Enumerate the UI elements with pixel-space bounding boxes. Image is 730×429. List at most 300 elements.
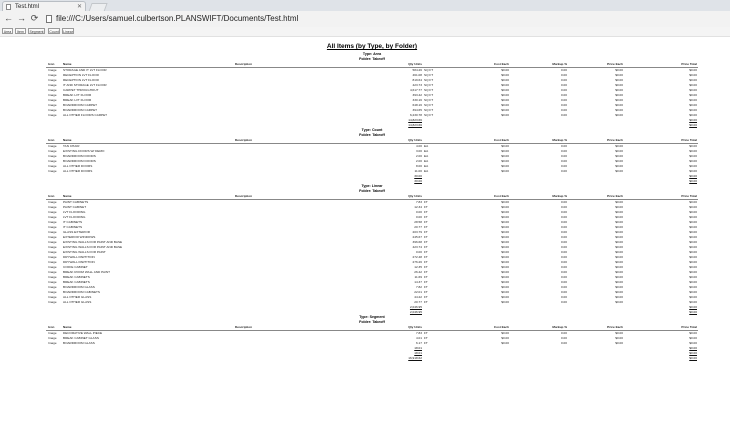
row-markup: 0.00	[560, 245, 567, 249]
row-price-each: $0.00	[615, 255, 623, 259]
row-unit: FT	[424, 205, 428, 209]
type-heading: Type: Segment	[359, 315, 385, 319]
row-price-total: $0.00	[689, 280, 697, 284]
row-cost-each: $0.00	[501, 285, 509, 289]
row-name: DRYWALL PARTITION	[63, 255, 95, 259]
row-qty: 6,230.78	[409, 113, 422, 117]
row-name: LVT FLOORING	[63, 210, 86, 214]
column-header-qty-units: Qty Units	[408, 325, 422, 329]
row-markup: 0.00	[560, 200, 567, 204]
row-icon: Image	[48, 73, 57, 77]
row-markup: 0.00	[560, 250, 567, 254]
row-cost-each: $0.00	[501, 169, 509, 173]
row-cost-each: $0.00	[501, 295, 509, 299]
row-cost-each: $0.00	[501, 290, 509, 294]
row-price-total: $0.00	[689, 300, 697, 304]
row-unit: EA	[424, 169, 429, 173]
row-price-each: $0.00	[615, 265, 623, 269]
row-price-each: $0.00	[615, 225, 623, 229]
row-qty: 26.42	[414, 270, 422, 274]
row-price-each: $0.00	[615, 93, 623, 97]
row-qty: 11.00	[414, 169, 422, 173]
row-unit: FT	[424, 240, 428, 244]
type-total-price: $0.00	[689, 123, 697, 127]
column-header-description: Description	[235, 325, 253, 329]
row-unit: EA	[424, 154, 429, 158]
row-icon: Image	[48, 113, 57, 117]
row-price-total: $0.00	[689, 73, 697, 77]
forward-arrow-icon[interactable]: →	[17, 13, 26, 23]
row-icon: Image	[48, 215, 57, 219]
row-markup: 0.00	[560, 295, 567, 299]
folder-heading: Folder: Takeoff	[359, 189, 385, 193]
column-header-description: Description	[235, 138, 253, 142]
row-markup: 0.00	[560, 290, 567, 294]
row-price-each: $0.00	[615, 260, 623, 264]
row-icon: Image	[48, 250, 57, 254]
column-header-markup: Markup %	[552, 325, 567, 329]
row-price-each: $0.00	[615, 235, 623, 239]
row-name: PAINT CABINET	[63, 205, 87, 209]
grand-total-qty: 16,918.62	[408, 356, 422, 360]
row-markup: 0.00	[560, 169, 567, 173]
row-cost-each: $0.00	[501, 108, 509, 112]
row-icon: Image	[48, 341, 57, 345]
row-unit: FT	[424, 250, 428, 254]
row-name: BOARDROOM CABINETS	[63, 290, 100, 294]
row-price-each: $0.00	[615, 78, 623, 82]
row-markup: 0.00	[560, 341, 567, 345]
row-markup: 0.00	[560, 83, 567, 87]
row-markup: 0.00	[560, 98, 567, 102]
row-unit: SQ FT	[424, 73, 434, 77]
url-field[interactable]: file:///C:/Users/samuel.culbertson.PLANSWIFT/Documents/Test.html	[56, 14, 299, 23]
row-cost-each: $0.00	[501, 220, 509, 224]
subtotal-price: $0.00	[689, 174, 697, 178]
row-price-total: $0.00	[689, 341, 697, 345]
row-qty: 461.08	[412, 73, 422, 77]
report-section	[46, 184, 698, 315]
row-markup: 0.00	[560, 149, 567, 153]
bookmark-linear[interactable]: Linear	[63, 30, 73, 34]
row-cost-each: $0.00	[501, 200, 509, 204]
row-unit: FT	[424, 270, 428, 274]
report	[46, 42, 698, 361]
row-markup: 0.00	[560, 73, 567, 77]
row-cost-each: $0.00	[501, 98, 509, 102]
column-header-price-total: Price Total	[681, 62, 697, 66]
row-qty: 20.77	[414, 225, 422, 229]
row-price-total: $0.00	[689, 149, 697, 153]
row-name: CARPET THROUGHOUT	[63, 88, 99, 92]
row-cost-each: $0.00	[501, 210, 509, 214]
row-name: PAINT CABINETS	[63, 200, 89, 204]
row-icon: Image	[48, 285, 57, 289]
row-qty: 272.48	[412, 255, 422, 259]
folder-heading: Folder: Takeoff	[359, 320, 385, 324]
row-name: LVT FLOORING	[63, 215, 86, 219]
column-header-description: Description	[235, 62, 253, 66]
row-unit: FT	[424, 255, 428, 259]
row-markup: 0.00	[560, 225, 567, 229]
row-unit: FT	[424, 220, 428, 224]
row-price-total: $0.00	[689, 78, 697, 82]
row-icon: Image	[48, 159, 57, 163]
row-price-total: $0.00	[689, 265, 697, 269]
row-price-total: $0.00	[689, 154, 697, 158]
row-qty: 0.00	[415, 210, 422, 214]
row-name: TAN CHAIR	[63, 144, 80, 148]
row-icon: Image	[48, 164, 57, 168]
row-qty: 276.26	[412, 260, 422, 264]
row-name: EXISTING WALLS FOR PAINT AND BASE	[63, 245, 123, 249]
row-name: BOARDROOM DOORS	[63, 159, 96, 163]
row-qty: 6.17	[415, 341, 422, 345]
row-markup: 0.00	[560, 159, 567, 163]
row-markup: 0.00	[560, 240, 567, 244]
row-name: BREAK CABINETS	[63, 275, 90, 279]
subtotal-price: $0.00	[689, 346, 697, 350]
row-qty: 11.69	[414, 275, 422, 279]
row-price-each: $0.00	[615, 144, 623, 148]
row-cost-each: $0.00	[501, 205, 509, 209]
row-name: ALL OTHER GLASS	[63, 295, 92, 299]
row-icon: Image	[48, 149, 57, 153]
row-price-each: $0.00	[615, 250, 623, 254]
row-qty: 7.83	[415, 331, 422, 335]
row-icon: Image	[48, 275, 57, 279]
type-heading: Type: Count	[361, 128, 383, 132]
row-qty: 4.00	[415, 144, 422, 148]
row-cost-each: $0.00	[501, 93, 509, 97]
row-markup: 0.00	[560, 103, 567, 107]
row-qty: 8.00	[415, 164, 422, 168]
row-price-each: $0.00	[615, 83, 623, 87]
type-total-qty: 18.01	[414, 351, 422, 355]
row-price-each: $0.00	[615, 108, 623, 112]
row-price-total: $0.00	[689, 255, 697, 259]
row-cost-each: $0.00	[501, 300, 509, 304]
row-price-total: $0.00	[689, 235, 697, 239]
column-header-markup: Markup %	[552, 194, 567, 198]
row-price-total: $0.00	[689, 336, 697, 340]
row-name: BREAK LVT FLOOR	[63, 93, 92, 97]
row-price-total: $0.00	[689, 93, 697, 97]
address-bar-row	[0, 11, 730, 28]
row-qty: 330.16	[412, 98, 422, 102]
type-total-price: $0.00	[689, 179, 697, 183]
report-section	[46, 52, 698, 128]
row-price-total: $0.00	[689, 275, 697, 279]
row-icon: Image	[48, 290, 57, 294]
row-icon: Image	[48, 265, 57, 269]
row-price-total: $0.00	[689, 230, 697, 234]
row-markup: 0.00	[560, 88, 567, 92]
row-cost-each: $0.00	[501, 78, 509, 82]
row-cost-each: $0.00	[501, 88, 509, 92]
row-icon: Image	[48, 108, 57, 112]
row-price-each: $0.00	[615, 295, 623, 299]
row-unit: FT	[424, 235, 428, 239]
row-price-each: $0.00	[615, 154, 623, 158]
row-cost-each: $0.00	[501, 240, 509, 244]
column-header-price-each: Price Each	[607, 194, 623, 198]
row-price-total: $0.00	[689, 240, 697, 244]
tab-strip	[0, 0, 730, 11]
row-unit: FT	[424, 290, 428, 294]
row-cost-each: $0.00	[501, 154, 509, 158]
row-price-total: $0.00	[689, 108, 697, 112]
row-price-total: $0.00	[689, 215, 697, 219]
row-price-each: $0.00	[615, 149, 623, 153]
file-icon	[46, 15, 52, 23]
row-markup: 0.00	[560, 260, 567, 264]
row-markup: 0.00	[560, 154, 567, 158]
row-price-total: $0.00	[689, 290, 697, 294]
row-qty: 0.00	[415, 215, 422, 219]
row-icon: Image	[48, 240, 57, 244]
row-icon: Image	[48, 68, 57, 72]
row-markup: 0.00	[560, 113, 567, 117]
report-section	[46, 315, 698, 356]
row-price-total: $0.00	[689, 144, 697, 148]
row-unit: FT	[424, 225, 428, 229]
column-header-price-total: Price Total	[681, 325, 697, 329]
row-name: DECORATIVE WALL PIECE	[63, 331, 103, 335]
row-icon: Image	[48, 93, 57, 97]
row-price-each: $0.00	[615, 205, 623, 209]
row-cost-each: $0.00	[501, 341, 509, 345]
row-name: EXISTING WALLS FOR PAINT	[63, 250, 106, 254]
row-markup: 0.00	[560, 285, 567, 289]
row-name: ALL OTHER DOORS	[63, 169, 93, 173]
row-name: IT CABINETS	[63, 225, 83, 229]
row-price-each: $0.00	[615, 159, 623, 163]
reload-icon[interactable]: ⟳	[30, 13, 39, 23]
row-cost-each: $0.00	[501, 255, 509, 259]
row-icon: Image	[48, 225, 57, 229]
row-price-total: $0.00	[689, 103, 697, 107]
row-cost-each: $0.00	[501, 103, 509, 107]
row-unit: FT	[424, 210, 428, 214]
row-price-each: $0.00	[615, 113, 623, 117]
row-markup: 0.00	[560, 210, 567, 214]
column-header-markup: Markup %	[552, 138, 567, 142]
row-price-each: $0.00	[615, 103, 623, 107]
subtotal-qty: 14,823.66	[408, 118, 422, 122]
row-unit: EA	[424, 144, 429, 148]
row-markup: 0.00	[560, 68, 567, 72]
row-cost-each: $0.00	[501, 83, 509, 87]
column-header-price-each: Price Each	[607, 325, 623, 329]
row-unit: SQ FT	[424, 88, 434, 92]
row-markup: 0.00	[560, 235, 567, 239]
row-markup: 0.00	[560, 230, 567, 234]
row-price-each: $0.00	[615, 169, 623, 173]
row-icon: Image	[48, 220, 57, 224]
row-name: BREAK LVT FLOOR	[63, 98, 92, 102]
tab-title: Test.html	[15, 4, 40, 10]
row-cost-each: $0.00	[501, 225, 509, 229]
row-unit: FT	[424, 341, 428, 345]
column-header-name: Name	[63, 62, 72, 66]
row-icon: Image	[48, 98, 57, 102]
row-unit: FT	[424, 336, 428, 340]
row-unit: SQ FT	[424, 108, 434, 112]
row-markup: 0.00	[560, 220, 567, 224]
column-header-name: Name	[63, 194, 72, 198]
row-cost-each: $0.00	[501, 250, 509, 254]
row-markup: 0.00	[560, 275, 567, 279]
row-name: EXISTING DOORS W/ DEMO	[63, 149, 105, 153]
row-price-each: $0.00	[615, 68, 623, 72]
row-price-total: $0.00	[689, 210, 697, 214]
row-qty: 396.68	[412, 240, 422, 244]
row-unit: FT	[424, 295, 428, 299]
report-title: All Items (by Type, by Folder)	[326, 43, 418, 50]
row-icon: Image	[48, 154, 57, 158]
row-cost-each: $0.00	[501, 149, 509, 153]
row-name: BREAK CABINETS	[63, 280, 90, 284]
type-total-qty: 14,823.66	[408, 123, 422, 127]
column-header-price-each: Price Each	[607, 138, 623, 142]
row-price-each: $0.00	[615, 73, 623, 77]
row-price-each: $0.00	[615, 88, 623, 92]
row-price-each: $0.00	[615, 336, 623, 340]
column-header-markup: Markup %	[552, 62, 567, 66]
type-total-price: $0.00	[689, 351, 697, 355]
row-unit: FT	[424, 300, 428, 304]
row-icon: Image	[48, 245, 57, 249]
row-cost-each: $0.00	[501, 144, 509, 148]
row-qty: 7.83	[415, 200, 422, 204]
row-unit: FT	[424, 331, 428, 335]
row-name: BOARDROOM CARPET	[63, 108, 98, 112]
browser-tab[interactable]	[2, 1, 86, 11]
column-header-cost-each: Cost Each	[493, 138, 509, 142]
type-heading: Type: Area	[362, 52, 382, 56]
row-qty: 3.00	[415, 149, 422, 153]
back-arrow-icon[interactable]: ←	[4, 13, 13, 23]
row-unit: SQ FT	[424, 93, 434, 97]
subtotal-price: $0.00	[689, 118, 697, 122]
row-qty: 22.01	[414, 290, 422, 294]
row-icon: Image	[48, 255, 57, 259]
row-qty: 20.77	[414, 300, 422, 304]
row-price-total: $0.00	[689, 200, 697, 204]
bookmark-area[interactable]: Area	[3, 30, 12, 34]
bookmark-count[interactable]: Count	[49, 30, 59, 34]
row-markup: 0.00	[560, 255, 567, 259]
row-unit: EA	[424, 159, 429, 163]
close-tab-icon[interactable]: ✕	[76, 4, 82, 10]
row-name: RECEPTION LVT FLOOR	[63, 78, 99, 82]
row-markup: 0.00	[560, 300, 567, 304]
row-name: EXISTING WALLS FOR PAINT AND BASE	[63, 240, 123, 244]
row-icon: Image	[48, 280, 57, 284]
row-cost-each: $0.00	[501, 265, 509, 269]
row-unit: SQ FT	[424, 113, 434, 117]
row-qty: 245.67	[412, 235, 422, 239]
grand-total-row	[46, 356, 698, 361]
row-qty: 7.82	[415, 285, 422, 289]
row-price-total: $0.00	[689, 220, 697, 224]
row-price-each: $0.00	[615, 331, 623, 335]
row-price-total: $0.00	[689, 205, 697, 209]
row-unit: FT	[424, 215, 428, 219]
row-qty: 12.35	[414, 265, 422, 269]
row-cost-each: $0.00	[501, 245, 509, 249]
column-header-cost-each: Cost Each	[493, 62, 509, 66]
column-header-qty-units: Qty Units	[408, 194, 422, 198]
row-cost-each: $0.00	[501, 159, 509, 163]
row-cost-each: $0.00	[501, 260, 509, 264]
row-price-each: $0.00	[615, 164, 623, 168]
row-price-each: $0.00	[615, 280, 623, 284]
row-icon: Image	[48, 331, 57, 335]
row-name: IT CABINETS	[63, 220, 83, 224]
row-qty: 394.65	[412, 108, 422, 112]
column-header-cost-each: Cost Each	[493, 194, 509, 198]
row-unit: SQ FT	[424, 103, 434, 107]
type-total-row	[46, 179, 698, 184]
column-header-price-total: Price Total	[681, 194, 697, 198]
row-unit: FT	[424, 200, 428, 204]
row-price-total: $0.00	[689, 68, 697, 72]
row-name: ALL OTHER DOORS	[63, 164, 93, 168]
column-header-icon: Icon	[48, 138, 55, 142]
row-name: BOARDROOM GLASS	[63, 341, 95, 345]
row-icon: Image	[48, 103, 57, 107]
row-price-each: $0.00	[615, 240, 623, 244]
row-name: BOARDROOM CARPET	[63, 103, 98, 107]
row-unit: SQ FT	[424, 83, 434, 87]
row-markup: 0.00	[560, 78, 567, 82]
row-unit: FT	[424, 230, 428, 234]
row-price-each: $0.00	[615, 270, 623, 274]
row-cost-each: $0.00	[501, 73, 509, 77]
row-qty: 423.73	[412, 83, 422, 87]
row-unit: FT	[424, 260, 428, 264]
row-cost-each: $0.00	[501, 164, 509, 168]
subtotal-qty: 18.01	[414, 346, 422, 350]
row-name: ALL OTHER FLOORS CARPET	[63, 113, 108, 117]
row-qty: 4.01	[415, 336, 422, 340]
column-header-name: Name	[63, 325, 72, 329]
row-name: BOARDROOM DOORS	[63, 154, 96, 158]
bookmark-item[interactable]: Item	[15, 28, 26, 34]
row-cost-each: $0.00	[501, 331, 509, 335]
type-total-qty: 30.00	[414, 179, 422, 183]
row-qty: 0.00	[415, 250, 422, 254]
row-unit: FT	[424, 285, 428, 289]
row-unit: SQ FT	[424, 68, 434, 72]
row-icon: Image	[48, 260, 57, 264]
row-price-total: $0.00	[689, 295, 697, 299]
column-header-icon: Icon	[48, 62, 55, 66]
bookmark-segment[interactable]: Segment	[29, 30, 44, 34]
row-price-each: $0.00	[615, 285, 623, 289]
row-price-each: $0.00	[615, 300, 623, 304]
row-qty: 4,617.77	[409, 88, 422, 92]
row-price-total: $0.00	[689, 159, 697, 163]
column-header-qty-units: Qty Units	[408, 62, 422, 66]
row-price-total: $0.00	[689, 250, 697, 254]
column-header-cost-each: Cost Each	[493, 325, 509, 329]
row-cost-each: $0.00	[501, 215, 509, 219]
row-icon: Image	[48, 78, 57, 82]
column-header-price-total: Price Total	[681, 138, 697, 142]
